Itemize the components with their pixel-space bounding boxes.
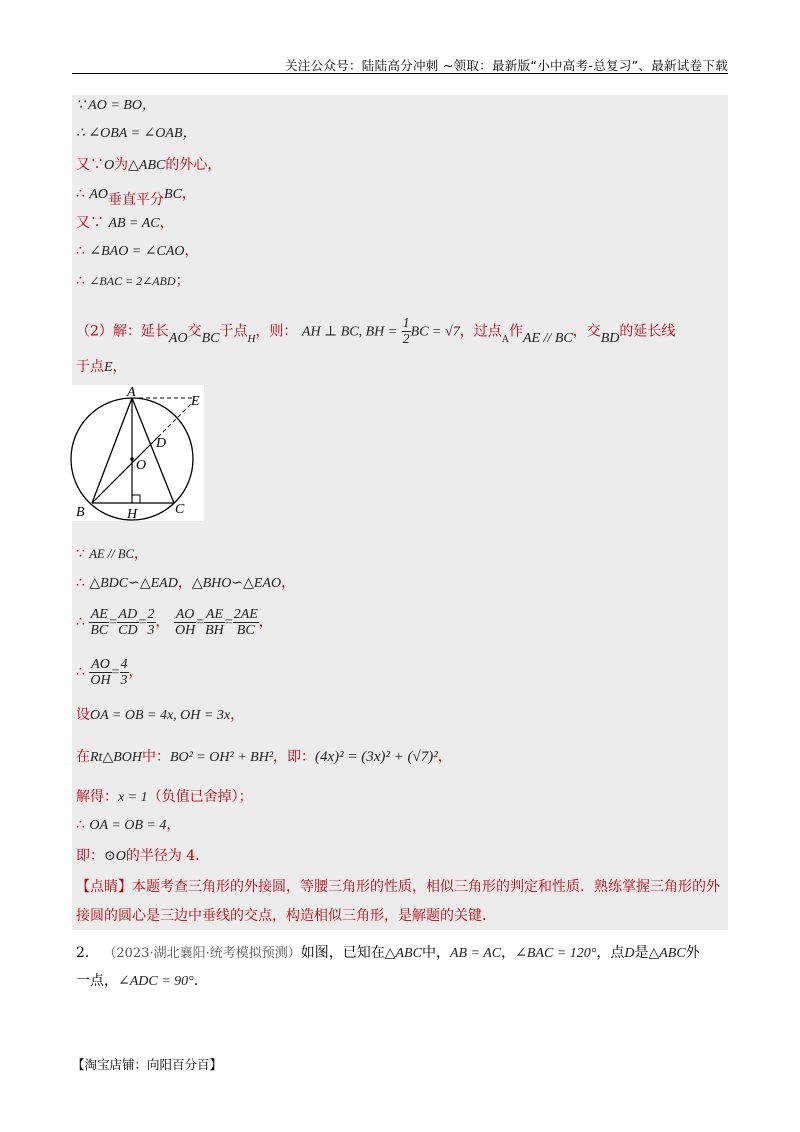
- text: ，即：: [273, 749, 316, 765]
- fraction: $\frac{AD}{CD}$: [118, 606, 138, 638]
- text: 中，: [421, 945, 450, 961]
- text: 如图，已知在: [300, 945, 385, 961]
- math-expr: OA = OB = 4: [89, 818, 167, 833]
- text: ∴: [76, 575, 90, 591]
- math-expr: x = 1: [118, 790, 148, 805]
- text: 在: [76, 749, 90, 765]
- math-expr: AO: [168, 330, 188, 346]
- text: 为: [114, 157, 129, 173]
- text: ，过点: [459, 323, 502, 340]
- text: ，点: [596, 945, 625, 961]
- solution-line-4: [76, 184, 196, 208]
- header-text: 关注公众号：陆陆高分冲刺 ~领取：最新版“小中高考-总复习”、最新试卷下载: [284, 58, 728, 73]
- text: 交: [187, 323, 202, 340]
- fraction: $\frac{AO}{OH}$: [174, 606, 196, 638]
- math-expr: AO: [89, 187, 109, 202]
- text: 的外心，: [165, 157, 222, 173]
- tip-line-1: 【点睛】本题考查三角形的外接圆，等腰三角形的性质，相似三角形的判定和性质．熟练掌握三角形的外: [76, 879, 720, 895]
- math-expr: H: [247, 332, 256, 345]
- fraction: $\frac{AE}{BC}$: [90, 606, 109, 638]
- solution-step-4: [76, 653, 143, 692]
- solution-part2-line-2: [76, 357, 127, 378]
- solution-line-5: [76, 213, 174, 234]
- segment-ac: [132, 398, 174, 503]
- math-expr: A: [501, 333, 509, 345]
- math-expr: ∵ AO = BO，: [76, 98, 156, 113]
- text: ∴: [76, 273, 90, 289]
- math-expr: =: [196, 615, 205, 630]
- math-expr: Rt△BOH: [90, 750, 142, 765]
- math-expr: AB = AC: [449, 946, 502, 961]
- math-expr: △ABC: [128, 158, 166, 173]
- math-expr: =: [109, 615, 118, 630]
- text: ，则：: [255, 323, 298, 340]
- text: ∴: [76, 186, 90, 202]
- text: 一点，: [76, 973, 118, 989]
- solution-step-5: [76, 705, 244, 726]
- text: ，: [281, 575, 296, 591]
- math-expr: ⊙O: [104, 849, 126, 864]
- text: 垂直平分: [108, 192, 165, 208]
- math-expr: △ABC: [384, 946, 422, 961]
- math-expr: E: [104, 360, 113, 375]
- text: （负值已舍掉）；: [147, 789, 253, 805]
- math-expr: BD: [600, 330, 620, 346]
- segment-de-dashed: [158, 400, 195, 437]
- math-expr: (4x)² = (3x)² + (√7)²: [315, 749, 438, 765]
- text: ∴: [76, 664, 90, 680]
- text: 又∵: [76, 157, 104, 173]
- solution-step-7: [76, 787, 253, 808]
- text: 中：: [141, 749, 170, 765]
- fraction: $\frac{1}{2}$: [402, 316, 410, 347]
- text: ，交: [572, 323, 601, 340]
- question-2-line-2: [76, 971, 208, 992]
- solution-part2-line: [76, 316, 675, 347]
- math-expr: ∴ ∠OBA = ∠OAB，: [76, 126, 197, 141]
- question-number: 2．: [76, 945, 99, 961]
- circle-triangle-figure: [70, 385, 204, 521]
- right-angle-mark: [132, 495, 140, 503]
- math-expr: =: [224, 615, 233, 630]
- text: ∴: [76, 243, 90, 259]
- text: ，: [501, 945, 516, 961]
- math-expr: BC = √7: [410, 324, 460, 340]
- label-a: A: [127, 385, 136, 400]
- math-expr: =: [111, 665, 120, 680]
- text: ，: [177, 575, 192, 591]
- text: 的半径为 4．: [125, 848, 210, 864]
- question-source: （2023·湖北襄阳·统考模拟预测）: [103, 946, 301, 961]
- text: 即：: [76, 848, 104, 864]
- text: 解得：: [76, 789, 118, 805]
- geometry-diagram: [70, 385, 204, 521]
- math-expr: △ABC: [648, 946, 686, 961]
- text: ，: [181, 186, 196, 202]
- text: （2）解：延长: [76, 323, 169, 340]
- math-expr: ∠ADC = 90°: [118, 974, 194, 989]
- segment-ab: [92, 398, 132, 503]
- label-c: C: [175, 502, 185, 517]
- text: ∴: [76, 614, 90, 630]
- solution-line-1: [76, 95, 156, 116]
- text: 设: [76, 707, 90, 723]
- solution-step-1: [76, 544, 148, 564]
- text: ，: [159, 215, 174, 231]
- fraction: $\frac{4}{3}$: [120, 656, 128, 688]
- math-expr: ∠BAC = 2∠ABD: [89, 274, 176, 288]
- text: 外: [685, 945, 700, 961]
- math-expr: △BDC∽△EAD: [89, 576, 178, 591]
- math-expr: BO² = OH² + BH²: [169, 750, 274, 765]
- text: 又∵: [76, 215, 109, 231]
- fraction: $\frac{AE}{BH}$: [205, 606, 224, 638]
- math-expr: AE // BC: [522, 330, 573, 346]
- fraction: $\frac{2}{3}$: [147, 606, 155, 638]
- math-expr: AH ⊥ BC, BH =: [301, 324, 398, 340]
- math-expr: D: [624, 946, 635, 961]
- text: 作: [508, 323, 523, 340]
- tip-line-2: 接圆的圆心是三边中垂线的交点，构造相似三角形，是解题的关键．: [76, 908, 496, 924]
- math-expr: ∠BAC = 120°: [515, 946, 597, 961]
- text: ，: [258, 614, 273, 630]
- text: ，: [112, 359, 127, 375]
- text: ，: [133, 546, 148, 562]
- text: ，: [155, 614, 170, 630]
- label-o: O: [136, 458, 147, 473]
- math-expr: OA = OB = 4x, OH = 3x: [90, 708, 231, 723]
- solution-line-6: [76, 241, 198, 262]
- solution-line-2: [76, 123, 197, 144]
- math-expr: BC: [164, 187, 182, 202]
- math-expr: AE // BC: [89, 547, 134, 561]
- question-2-line-1: [76, 943, 700, 964]
- math-expr: △BHO∽△EAO: [191, 576, 282, 591]
- text: ；: [175, 273, 190, 289]
- text: ．: [193, 973, 208, 989]
- text: 于点: [76, 359, 104, 375]
- page-footer: 【淘宝店铺：向阳百分百】: [72, 1057, 223, 1072]
- text: ，: [128, 664, 143, 680]
- solution-step-6: [76, 747, 452, 768]
- fraction: $\frac{2AE}{BC}$: [233, 606, 258, 638]
- fraction: $\frac{AO}{OH}$: [90, 656, 111, 688]
- segment-bd: [92, 437, 158, 503]
- text: ∴: [76, 817, 90, 833]
- label-e: E: [191, 394, 200, 409]
- math-expr: O: [104, 158, 115, 173]
- page-header: [72, 0, 728, 74]
- text: 于点: [219, 323, 248, 340]
- text: ，: [184, 243, 199, 259]
- text: ，: [166, 817, 181, 833]
- solution-line-7: [76, 271, 190, 291]
- solution-step-9: [76, 846, 209, 867]
- label-d: D: [156, 436, 167, 451]
- text: 是: [634, 945, 649, 961]
- math-expr: ∠BAO = ∠CAO: [89, 244, 185, 259]
- text: 的延长线: [619, 323, 676, 340]
- math-expr: =: [138, 615, 147, 630]
- solution-step-3: [76, 603, 273, 642]
- text: ，: [230, 707, 245, 723]
- solution-step-2: [76, 573, 295, 594]
- header-rule: [72, 73, 728, 74]
- center-point: [130, 457, 134, 461]
- math-expr: AB = AC: [108, 216, 160, 231]
- solution-step-8: [76, 815, 180, 836]
- label-b: B: [76, 505, 85, 520]
- solution-line-3: [76, 155, 221, 176]
- math-expr: BC: [201, 330, 220, 346]
- text: ∵: [76, 546, 90, 562]
- label-h: H: [127, 507, 138, 521]
- text: ，: [437, 749, 452, 765]
